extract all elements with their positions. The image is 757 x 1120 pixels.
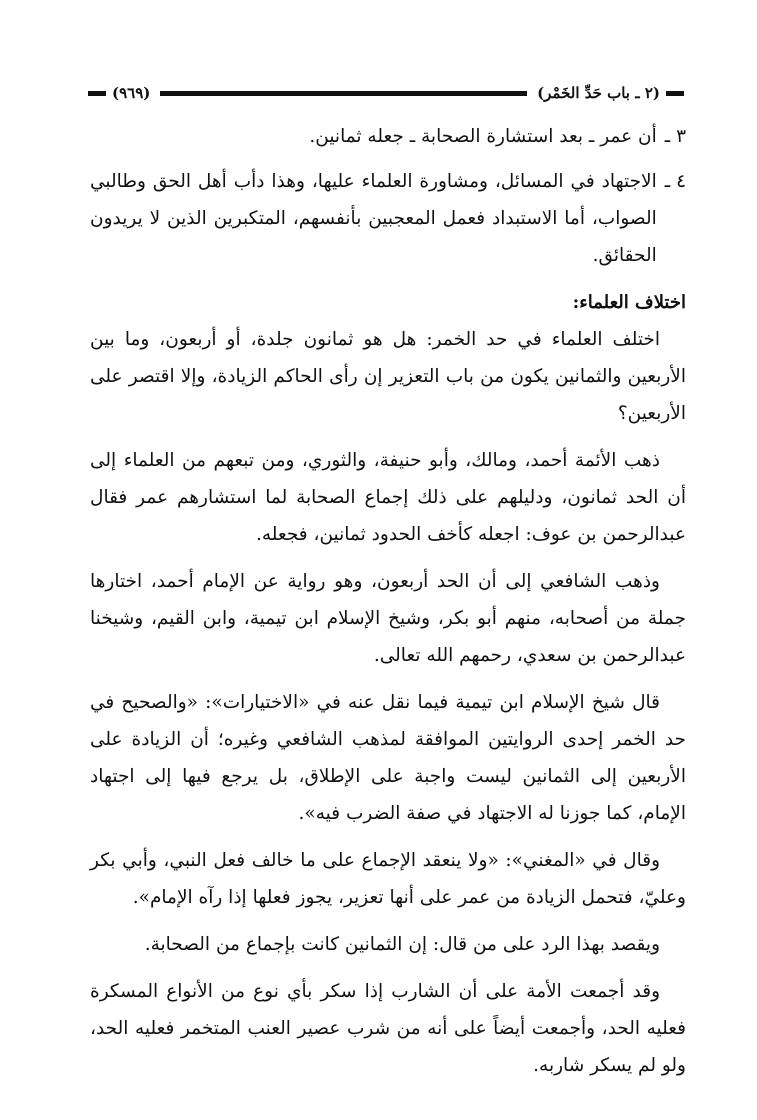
header-rule-middle bbox=[160, 91, 527, 96]
running-header bbox=[88, 80, 684, 106]
numbered-item-3 bbox=[90, 118, 686, 155]
item-number: ٤ ـ bbox=[664, 171, 686, 192]
section-heading: اختلاف العلماء: bbox=[572, 292, 686, 313]
paragraph: اختلف العلماء في حد الخمر: هل هو ثمانون جلدة، أو أربعون، وما بين الأربعين والثمانين يكون من باب التعزير إن رأى الحاكم الزيادة، وإلا اقتصر على الأربعين؟ bbox=[90, 329, 686, 424]
paragraph: ذهب الأئمة أحمد، ومالك، وأبو حنيفة، والثوري، ومن تبعهم من العلماء إلى أن الحد ثمانون، ودليلهم على ذلك إجماع الصحابة لما استشارهم عمر فقال عبدالرحمن بن عوف: اجعله كأخف الحدود ثمانين، فجعله. bbox=[90, 450, 686, 545]
header-rule-right bbox=[666, 91, 684, 96]
paragraph: وقد أجمعت الأمة على أن الشارب إذا سكر بأي نوع من الأنواع المسكرة فعليه الحد، وأجمعت أيضاً على أنه من شرب عصير العنب المتخمر فعليه الحد، ولو لم يسكر شاربه. bbox=[90, 981, 686, 1076]
header-rule-left bbox=[88, 91, 106, 96]
numbered-item-4 bbox=[90, 163, 686, 274]
item-text: أن عمر ـ بعد استشارة الصحابة ـ جعله ثمانين. bbox=[309, 126, 657, 147]
page-body bbox=[90, 118, 686, 1084]
chapter-title: (٢ ـ باب حَدِّ الخَمْر) bbox=[537, 84, 660, 102]
paragraph: قال شيخ الإسلام ابن تيمية فيما نقل عنه في «الاختيارات»: «والصحيح في حد الخمر إحدى الروايتين الموافقة لمذهب الشافعي وغيره؛ أن الزيادة على الأربعين إلى الثمانين ليست واجبة على الإطلاق، بل يرجع فيها إلى اجتهاد الإمام، كما جوزنا له الاجتهاد في صفة الضرب فيه». bbox=[90, 692, 686, 824]
item-number: ٣ ـ bbox=[664, 126, 686, 147]
paragraph: ويقصد بهذا الرد على من قال: إن الثمانين كانت بإجماع من الصحابة. bbox=[144, 934, 660, 955]
paragraph: وقال في «المغني»: «ولا ينعقد الإجماع على ما خالف فعل النبي، وأبي بكر وعليّ، فتحمل الزيادة من عمر على أنها تعزير، يجوز فعلها إذا رآه الإمام». bbox=[90, 850, 686, 908]
item-text: الاجتهاد في المسائل، ومشاورة العلماء عليها، وهذا دأب أهل الحق وطالبي الصواب، أما الاستبداد فعمل المعجبين بأنفسهم، المتكبرين الذين لا يريدون الحقائق. bbox=[90, 171, 657, 266]
paragraph: وذهب الشافعي إلى أن الحد أربعون، وهو رواية عن الإمام أحمد، اختارها جملة من أصحابه، منهم أبو بكر، وشيخ الإسلام ابن تيمية، وابن القيم، وشيخنا عبدالرحمن بن سعدي، رحمهم الله تعالى. bbox=[90, 571, 686, 666]
page-number: (٩٦٩) bbox=[112, 84, 151, 102]
